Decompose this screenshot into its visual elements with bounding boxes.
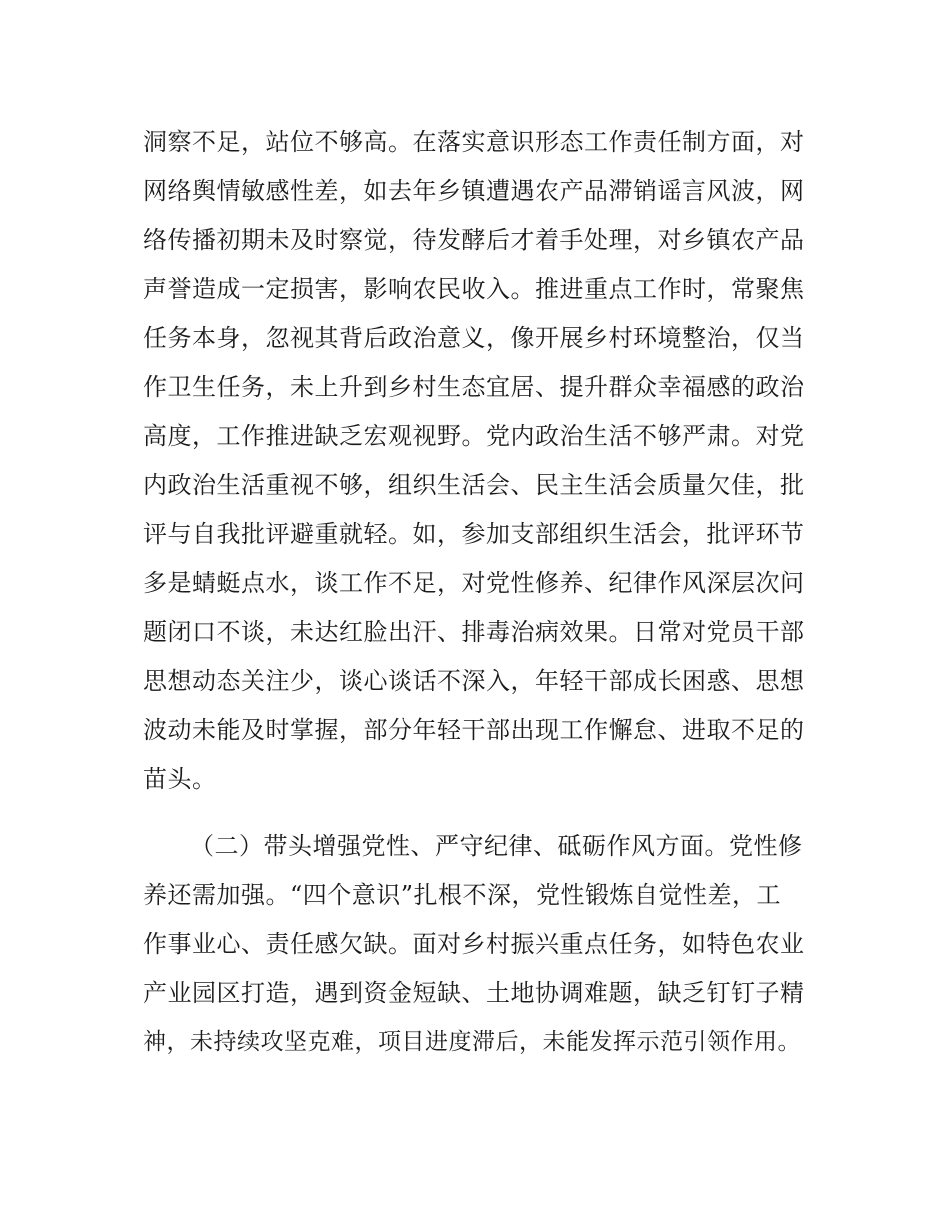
- text-line: 波动未能及时掌握，部分年轻干部出现工作懈怠、进取不足的: [143, 716, 805, 744]
- text-line: 评与自我批评避重就轻。如，参加支部组织生活会，批评环节: [143, 520, 805, 548]
- text-line: 思想动态关注少，谈心谈话不深入，年轻干部成长困惑、思想: [143, 667, 805, 695]
- text-line: 作卫生任务，未上升到乡村生态宜居、提升群众幸福感的政治: [143, 373, 805, 401]
- text-line: 任务本身，忽视其背后政治意义，像开展乡村环境整治，仅当: [143, 324, 805, 352]
- text-line: 作事业心、责任感欠缺。面对乡村振兴重点任务，如特色农业: [143, 930, 805, 958]
- text-line: 神，未持续攻坚克难，项目进度滞后，未能发挥示范引领作用。: [143, 1029, 801, 1055]
- text-line: 络传播初期未及时察觉，待发酵后才着手处理，对乡镇农产品: [143, 226, 805, 254]
- text-line: 题闭口不谈，未达红脸出汗、排毒治病效果。日常对党员干部: [143, 618, 805, 646]
- text-line: 产业园区打造，遇到资金短缺、土地协调难题，缺乏钉钉子精: [143, 979, 805, 1007]
- text-line: 内政治生活重视不够，组织生活会、民主生活会质量欠佳，批: [143, 471, 805, 499]
- text-line: 高度，工作推进缺乏宏观视野。党内政治生活不够严肃。对党: [143, 422, 805, 450]
- text-line: （二）带头增强党性、严守纪律、砥砺作风方面。党性修: [190, 832, 803, 860]
- text-line: 网络舆情敏感性差，如去年乡镇遭遇农产品滞销谣言风波，网: [143, 177, 805, 205]
- text-line: 苗头。: [143, 765, 217, 793]
- text-line: 养还需加强。“四个意识”扎根不深，党性锻炼自觉性差，工: [143, 881, 782, 909]
- text-line: 多是蜻蜓点水，谈工作不足，对党性修养、纪律作风深层次问: [143, 569, 805, 597]
- text-line: 声誉造成一定损害，影响农民收入。推进重点工作时，常聚焦: [143, 275, 805, 303]
- text-line: 洞察不足，站位不够高。在落实意识形态工作责任制方面，对: [143, 128, 805, 156]
